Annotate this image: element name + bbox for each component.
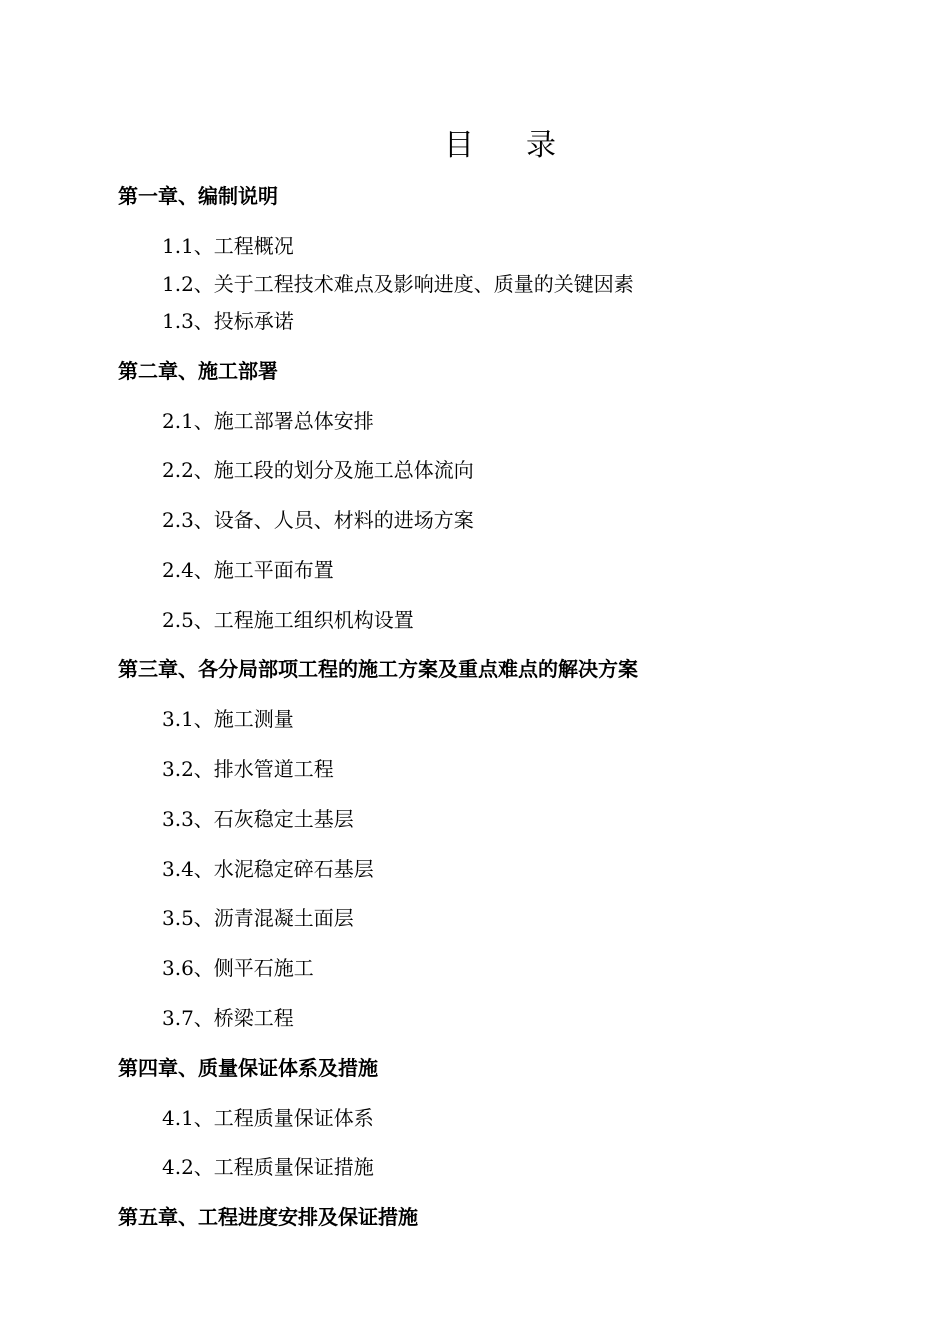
toc-section-2-1[interactable]: 2.1、施工部署总体安排 <box>162 409 374 433</box>
toc-chapter-2[interactable]: 第二章、施工部署 <box>118 359 278 383</box>
toc-chapter-5[interactable]: 第五章、工程进度安排及保证措施 <box>118 1205 418 1229</box>
toc-section-2-2[interactable]: 2.2、施工段的划分及施工总体流向 <box>162 458 474 482</box>
toc-section-3-2[interactable]: 3.2、排水管道工程 <box>162 757 334 781</box>
toc-title-char-1: 目 <box>444 128 474 163</box>
toc-chapter-1[interactable]: 第一章、编制说明 <box>118 184 278 208</box>
toc-section-3-1[interactable]: 3.1、施工测量 <box>162 707 294 731</box>
toc-section-3-5[interactable]: 3.5、沥青混凝土面层 <box>162 906 354 930</box>
toc-section-2-5[interactable]: 2.5、工程施工组织机构设置 <box>162 608 414 632</box>
toc-section-4-1[interactable]: 4.1、工程质量保证体系 <box>162 1106 374 1130</box>
toc-section-3-3[interactable]: 3.3、石灰稳定土基层 <box>162 807 354 831</box>
toc-chapter-3[interactable]: 第三章、各分局部项工程的施工方案及重点难点的解决方案 <box>118 657 638 681</box>
toc-section-4-2[interactable]: 4.2、工程质量保证措施 <box>162 1155 374 1179</box>
toc-section-2-4[interactable]: 2.4、施工平面布置 <box>162 558 334 582</box>
toc-section-3-7[interactable]: 3.7、桥梁工程 <box>162 1006 294 1030</box>
toc-title <box>0 126 950 166</box>
toc-section-3-4[interactable]: 3.4、水泥稳定碎石基层 <box>162 857 374 881</box>
toc-section-1-1[interactable]: 1.1、工程概况 <box>162 234 294 258</box>
toc-section-1-3[interactable]: 1.3、投标承诺 <box>162 309 294 333</box>
toc-section-2-3[interactable]: 2.3、设备、人员、材料的进场方案 <box>162 508 474 532</box>
toc-title-char-2: 录 <box>526 128 556 163</box>
toc-section-1-2[interactable]: 1.2、关于工程技术难点及影响进度、质量的关键因素 <box>162 272 634 296</box>
toc-section-3-6[interactable]: 3.6、侧平石施工 <box>162 956 314 980</box>
toc-chapter-4[interactable]: 第四章、质量保证体系及措施 <box>118 1056 378 1080</box>
